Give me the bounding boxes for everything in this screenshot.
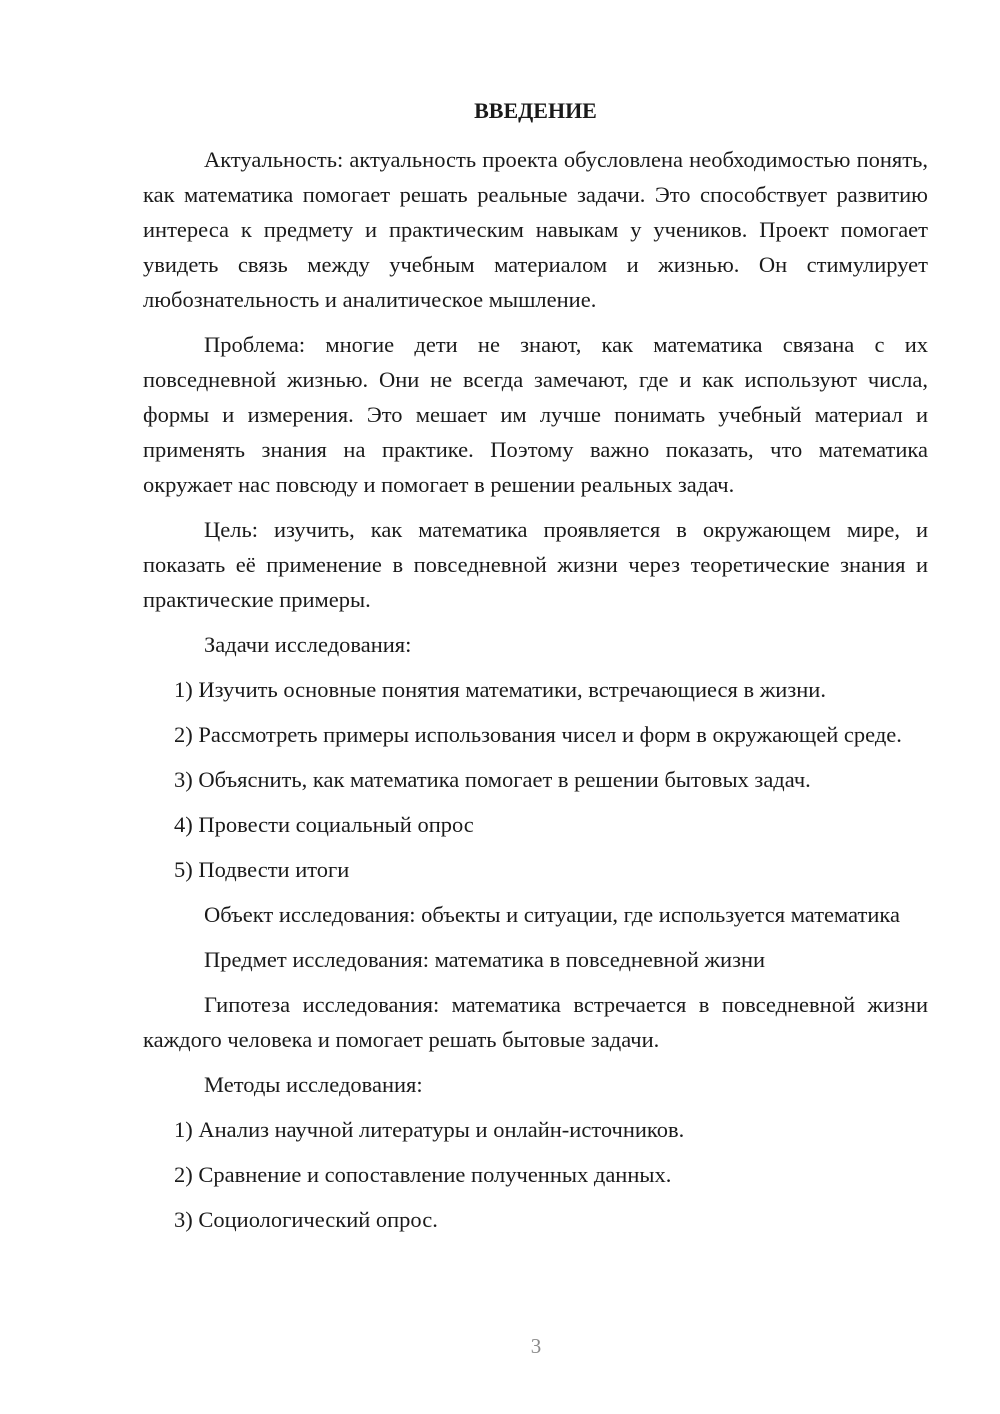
methods-heading: Методы исследования: xyxy=(204,1072,423,1097)
task-item-3: 3) Объяснить, как математика помогает в решении бытовых задач. xyxy=(174,767,811,792)
method-item-3: 3) Социологический опрос. xyxy=(174,1207,438,1232)
task-item-1: 1) Изучить основные понятия математики, встречающиеся в жизни. xyxy=(174,677,826,702)
relevance-paragraph: Актуальность: актуальность проекта обусловлена необходимостью понять, как математика помогает решать реальные задачи. Это способствует развитию интереса к предмету и практическим навыкам у учеников. Проект помогает увидеть связь между учебным материалом и жизнью. Он стимулирует любознательность и аналитическое мышление. xyxy=(143,147,928,312)
task-item-2: 2) Рассмотреть примеры использования чисел и форм в окружающей среде. xyxy=(174,722,902,747)
problem-paragraph: Проблема: многие дети не знают, как математика связана с их повседневной жизнью. Они не всегда замечают, где и как используют числа, формы и измерения. Это мешает им лучше понимать учебный материал и применять знания на практике. Поэтому важно показать, что математика окружает нас повсюду и помогает в решении реальных задач. xyxy=(143,332,928,497)
method-item-1: 1) Анализ научной литературы и онлайн-источников. xyxy=(174,1117,685,1142)
object-paragraph: Объект исследования: объекты и ситуации, где используется математика xyxy=(204,902,900,927)
page-title: ВВЕДЕНИЕ xyxy=(474,98,597,123)
subject-paragraph: Предмет исследования: математика в повседневной жизни xyxy=(204,947,766,972)
tasks-heading: Задачи исследования: xyxy=(204,632,412,657)
task-item-4: 4) Провести социальный опрос xyxy=(174,812,474,837)
hypothesis-paragraph: Гипотеза исследования: математика встречается в повседневной жизни каждого человека и помогает решать бытовые задачи. xyxy=(143,992,928,1052)
method-item-2: 2) Сравнение и сопоставление полученных данных. xyxy=(174,1162,672,1187)
goal-paragraph: Цель: изучить, как математика проявляется в окружающем мире, и показать её применение в повседневной жизни через теоретические знания и практические примеры. xyxy=(143,517,928,612)
task-item-5: 5) Подвести итоги xyxy=(174,857,350,882)
document-page xyxy=(143,96,928,1247)
page-number: 3 xyxy=(530,1334,542,1358)
